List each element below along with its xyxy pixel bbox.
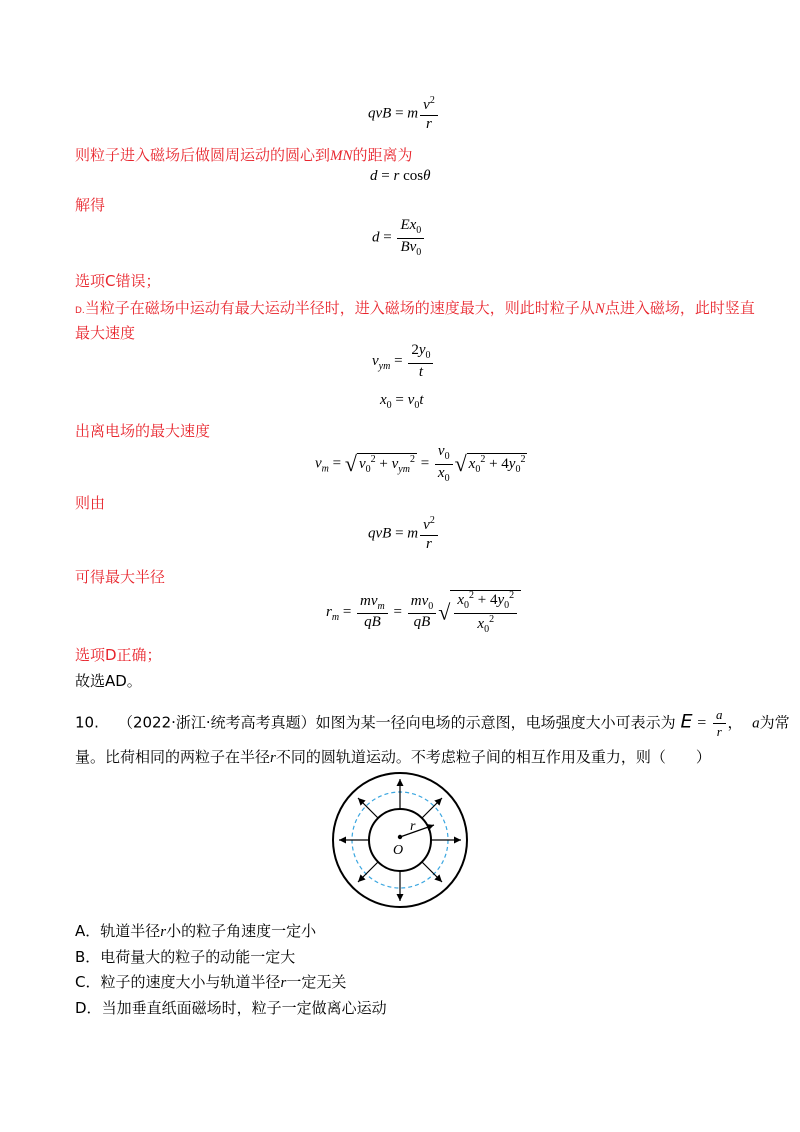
solution-line-then: 则由 [75,494,106,512]
question-10-stem-line2: 量。比荷相同的两粒子在半径r不同的圆轨道运动。不考虑粒子间的相互作用及重力，则（ ） [75,748,711,766]
equation-lorentz-2: qvB = m $\frac{v^2}{r}$ [368,516,440,553]
solution-line-max-speed: 最大速度 [75,324,136,342]
inner-circle [369,809,431,871]
option-c[interactable]: C．粒子的速度大小与轨道半径r一定无关 [75,973,347,991]
equation-rm: $r_m$ = $\frac{mv_m}{qB}$ = $\frac{mv_0}{qB}$ √ $\frac{x_0^2 + 4y_0^2}{x_0^2}$ [326,590,521,635]
solution-line-max-radius: 可得最大半径 [75,568,166,586]
option-d[interactable]: D．当加垂直纸面磁场时，粒子一定做离心运动 [75,999,387,1017]
equation-vm: $v_m$ = √ $v_0^2 + v_{ym}^2$ = $\frac{v_0}{x_0}$ √ $x_0^2 + 4y_0^2$ [315,443,526,484]
center-dot [398,835,402,839]
question-10-stem-line1: 10. （2022·浙江·统考高考真题）如图为某一径向电场的示意图，电场强度大小可表示为 E = $\frac{a}{r}$ ， a为常 [75,707,790,739]
option-b[interactable]: B．电荷量大的粒子的动能一定大 [75,948,296,966]
center-label: O [393,843,404,858]
solution-line-option-d: D.当粒子在磁场中运动有最大运动半径时，进入磁场的速度最大，则此时粒子从N点进入磁场，此时竖直 [75,299,755,317]
equation-d-result: d = $\frac{Ex_0}{Bv_0}$ [372,218,426,258]
solution-line-center-distance: 则粒子进入磁场后做圆周运动的圆心到MN的距离为 [75,146,413,164]
solution-line-exit-speed: 出离电场的最大速度 [75,422,211,440]
solution-line-option-d-correct: 选项D正确； [75,646,162,664]
equation-x0: $x_0 = v_0t$ [380,392,424,411]
option-a[interactable]: A．轨道半径r小的粒子角速度一定小 [75,922,317,940]
equation-d-rcos: d = r cosθ [370,168,431,184]
radius-label: r [410,819,416,834]
question-number: 10. [75,713,99,732]
equation-lorentz-1: qvB = m $\frac{v^2}{r}$ [368,96,440,133]
answer-line: 故选AD。 [75,672,142,690]
solution-line-option-c: 选项C错误； [75,272,161,290]
equation-vym: $v_{ym}$ = $\frac{2y_0}{t}$ [372,343,435,380]
solution-line-solve: 解得 [75,196,106,214]
radial-field-diagram [330,770,470,910]
field-arrows [339,779,461,901]
